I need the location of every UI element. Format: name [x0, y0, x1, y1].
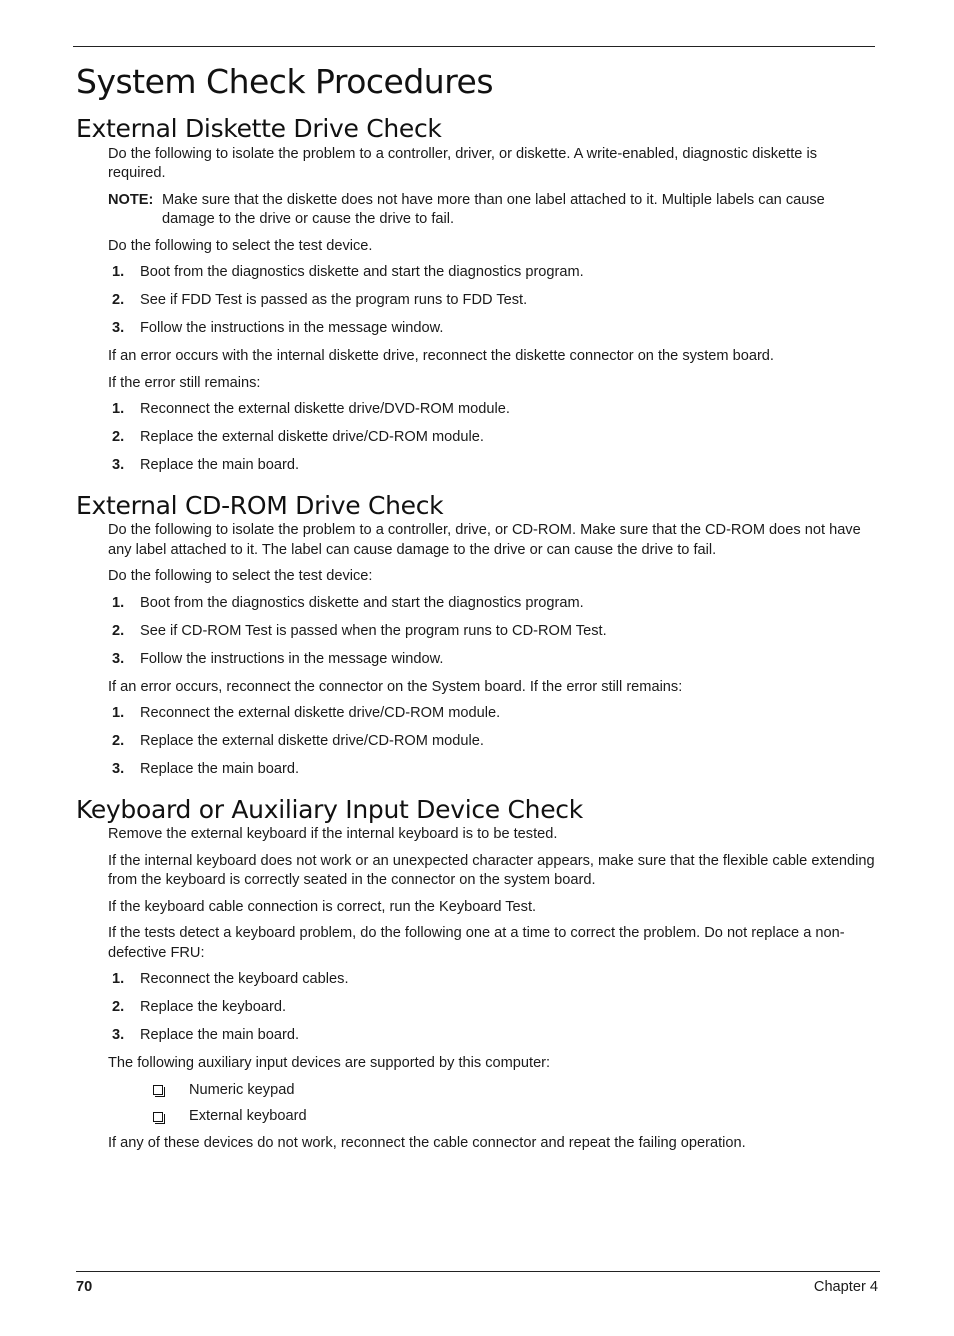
note-label: NOTE:	[108, 191, 154, 208]
paragraph: Do the following to isolate the problem to a controller, driver, or diskette. A write-enabled, diagnostic diskette is required.	[108, 145, 817, 181]
step-text: Boot from the diagnostics diskette and start the diagnostics program.	[140, 264, 584, 280]
footer-rule	[76, 1271, 880, 1272]
list-item	[112, 998, 876, 1018]
list-item	[112, 650, 876, 670]
step-list	[76, 704, 876, 780]
step-number: 3.	[112, 761, 125, 777]
step-list	[76, 263, 876, 339]
step-text: Replace the main board.	[140, 457, 300, 473]
paragraph: If an error occurs, reconnect the connector on the System board. If the error still remains:	[108, 678, 683, 695]
device-name: Numeric keypad	[189, 1081, 295, 1098]
step-list	[76, 400, 876, 476]
step-number: 3.	[112, 457, 125, 473]
step-number: 2.	[112, 622, 125, 639]
step-text: Follow the instructions in the message window.	[140, 650, 444, 667]
checkbox-bullet-icon	[153, 1085, 163, 1095]
section-heading: External CD-ROM Drive Check	[76, 490, 444, 520]
list-item	[112, 732, 876, 752]
paragraph: If the error still remains:	[108, 374, 261, 391]
paragraph: Do the following to select the test device:	[108, 568, 373, 584]
step-text: Replace the external diskette drive/CD-ROM module.	[140, 733, 484, 749]
paragraph: If the tests detect a keyboard problem, do the following one at a time to correct the problem. Do not replace a non-defective FRU:	[108, 925, 845, 961]
step-text: Replace the main board.	[140, 1027, 300, 1043]
page-title: System Check Procedures	[76, 62, 494, 101]
list-item	[112, 704, 876, 724]
page-number: 70	[76, 1279, 93, 1295]
step-number: 1.	[112, 971, 125, 987]
paragraph: If the internal keyboard does not work or an unexpected character appears, make sure that the flexible cable extending from the keyboard is correctly seated in the connector on the system board.	[108, 852, 875, 888]
header-rule	[73, 46, 875, 47]
paragraph: Do the following to select the test device.	[108, 237, 373, 254]
page-footer	[76, 1279, 878, 1295]
list-item	[112, 760, 876, 780]
step-number: 3.	[112, 320, 125, 336]
paragraph: If an error occurs with the internal diskette drive, reconnect the diskette connector on the system board.	[108, 348, 774, 364]
list-item	[112, 456, 876, 476]
list-item	[112, 263, 876, 283]
paragraph: Do the following to isolate the problem to a controller, drive, or CD-ROM. Make sure that the CD-ROM does not have any label attached to it. The label can cause damage to the drive or can cause the drive to fail.	[108, 522, 861, 558]
list-item	[112, 622, 876, 642]
list-item	[112, 428, 876, 448]
step-number: 1.	[112, 401, 125, 417]
paragraph: If the keyboard cable connection is correct, run the Keyboard Test.	[108, 898, 537, 915]
checkbox-bullet-icon	[153, 1112, 163, 1122]
step-text: Reconnect the external diskette drive/DVD-ROM module.	[140, 401, 510, 417]
list-item	[112, 319, 876, 339]
section-cdrom-check	[76, 490, 876, 780]
step-number: 2.	[112, 999, 125, 1015]
paragraph: Remove the external keyboard if the internal keyboard is to be tested.	[108, 826, 558, 842]
section-heading: Keyboard or Auxiliary Input Device Check	[76, 794, 583, 824]
device-name: External keyboard	[189, 1108, 307, 1124]
step-number: 1.	[112, 705, 125, 721]
step-number: 3.	[112, 1027, 125, 1043]
step-number: 1.	[112, 594, 125, 611]
step-number: 1.	[112, 264, 125, 280]
step-list	[76, 594, 876, 670]
list-item	[112, 594, 876, 614]
step-text: Replace the main board.	[140, 761, 300, 777]
note-text: Make sure that the diskette does not have more than one label attached to it. Multiple labels can cause damage to the drive or cause the drive to fail.	[162, 191, 825, 227]
device-list	[76, 1081, 876, 1127]
paragraph: If any of these devices do not work, reconnect the cable connector and repeat the failing operation.	[108, 1134, 746, 1151]
list-item	[153, 1107, 876, 1127]
section-diskette-check	[76, 114, 876, 476]
step-text: Replace the external diskette drive/CD-ROM module.	[140, 429, 484, 445]
list-item	[112, 291, 876, 311]
step-text: See if FDD Test is passed as the program runs to FDD Test.	[140, 292, 528, 308]
chapter-label: Chapter 4	[813, 1279, 878, 1295]
step-text: Boot from the diagnostics diskette and start the diagnostics program.	[140, 594, 584, 611]
step-text: Follow the instructions in the message window.	[140, 320, 444, 336]
list-item	[153, 1081, 876, 1101]
list-item	[112, 400, 876, 420]
step-text: Reconnect the keyboard cables.	[140, 971, 349, 987]
section-heading: External Diskette Drive Check	[76, 114, 442, 143]
page-content	[76, 62, 876, 1173]
list-item	[112, 970, 876, 990]
note	[108, 191, 876, 230]
step-number: 3.	[112, 650, 125, 667]
step-number: 2.	[112, 292, 125, 308]
step-number: 2.	[112, 429, 125, 445]
step-text: See if CD-ROM Test is passed when the program runs to CD-ROM Test.	[140, 622, 607, 639]
step-list	[76, 970, 876, 1046]
step-number: 2.	[112, 733, 125, 749]
step-text: Reconnect the external diskette drive/CD-ROM module.	[140, 705, 501, 721]
section-keyboard-check	[76, 794, 876, 1154]
paragraph: The following auxiliary input devices are supported by this computer:	[108, 1055, 551, 1071]
step-text: Replace the keyboard.	[140, 999, 287, 1015]
list-item	[112, 1026, 876, 1046]
